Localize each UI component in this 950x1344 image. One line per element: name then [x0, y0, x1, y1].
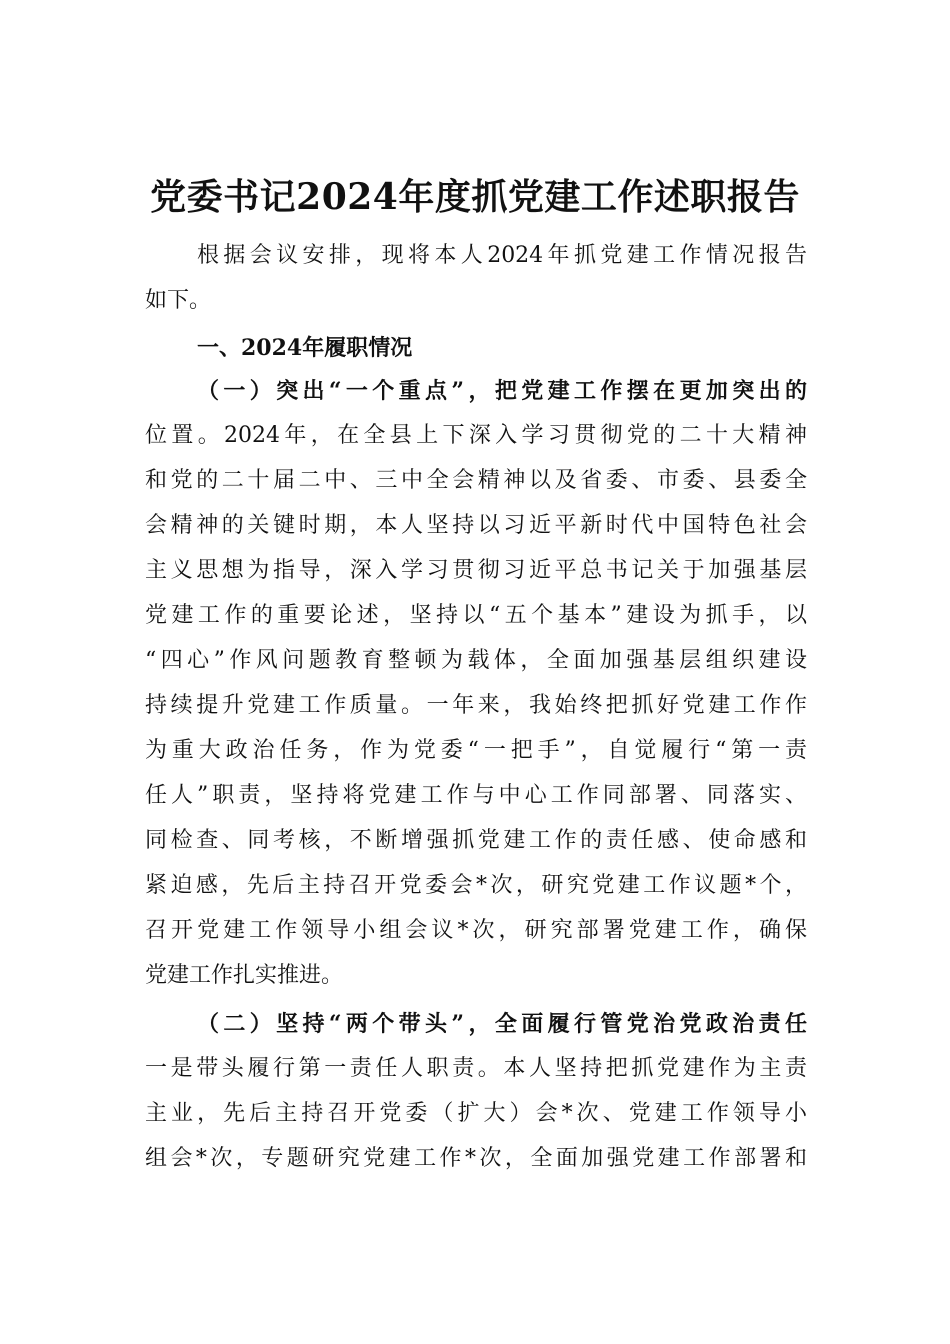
paragraph-line: 位置。2024年，在全县上下深入学习贯彻党的二十大精神	[145, 423, 807, 448]
paragraph-line: 组会*次，专题研究党建工作*次，全面加强党建工作部署和	[145, 1146, 807, 1171]
paragraph-line: “四心”作风问题教育整顿为载体，全面加强基层组织建设	[145, 648, 807, 673]
paragraph-line: 主义思想为指导，深入学习贯彻习近平总书记关于加强基层	[145, 558, 807, 583]
paragraph-line: 党建工作扎实推进。	[145, 963, 344, 988]
paragraph-line: 根据会议安排，现将本人2024年抓党建工作情况报告	[197, 243, 807, 268]
paragraph-line: 同检查、同考核，不断增强抓党建工作的责任感、使命感和	[145, 828, 807, 853]
paragraph-line: 持续提升党建工作质量。一年来，我始终把抓好党建工作作	[145, 693, 807, 718]
paragraph-line: 紧迫感，先后主持召开党委会*次，研究党建工作议题*个，	[145, 873, 807, 898]
subsection-heading: （一）突出“一个重点”，把党建工作摆在更加突出的	[197, 378, 807, 404]
section-heading: 一、2024年履职情况	[197, 335, 413, 361]
document-title: 党委书记2024年度抓党建工作述职报告	[150, 176, 800, 218]
paragraph-line: 任人”职责，坚持将党建工作与中心工作同部署、同落实、	[145, 783, 807, 808]
paragraph-line: 和党的二十届二中、三中全会精神以及省委、市委、县委全	[145, 468, 807, 493]
paragraph-line: 召开党建工作领导小组会议*次，研究部署党建工作，确保	[145, 918, 807, 943]
subsection-heading: （二）坚持“两个带头”，全面履行管党治党政治责任	[197, 1011, 807, 1037]
paragraph-line: 主业，先后主持召开党委（扩大）会*次、党建工作领导小	[145, 1101, 807, 1126]
paragraph-line: 会精神的关键时期，本人坚持以习近平新时代中国特色社会	[145, 513, 807, 538]
paragraph-line: 一是带头履行第一责任人职责。本人坚持把抓党建作为主责	[145, 1056, 807, 1081]
paragraph-line: 为重大政治任务，作为党委“一把手”，自觉履行“第一责	[145, 738, 807, 763]
paragraph-line: 党建工作的重要论述，坚持以“五个基本”建设为抓手，以	[145, 603, 807, 628]
paragraph-line: 如下。	[145, 288, 212, 313]
